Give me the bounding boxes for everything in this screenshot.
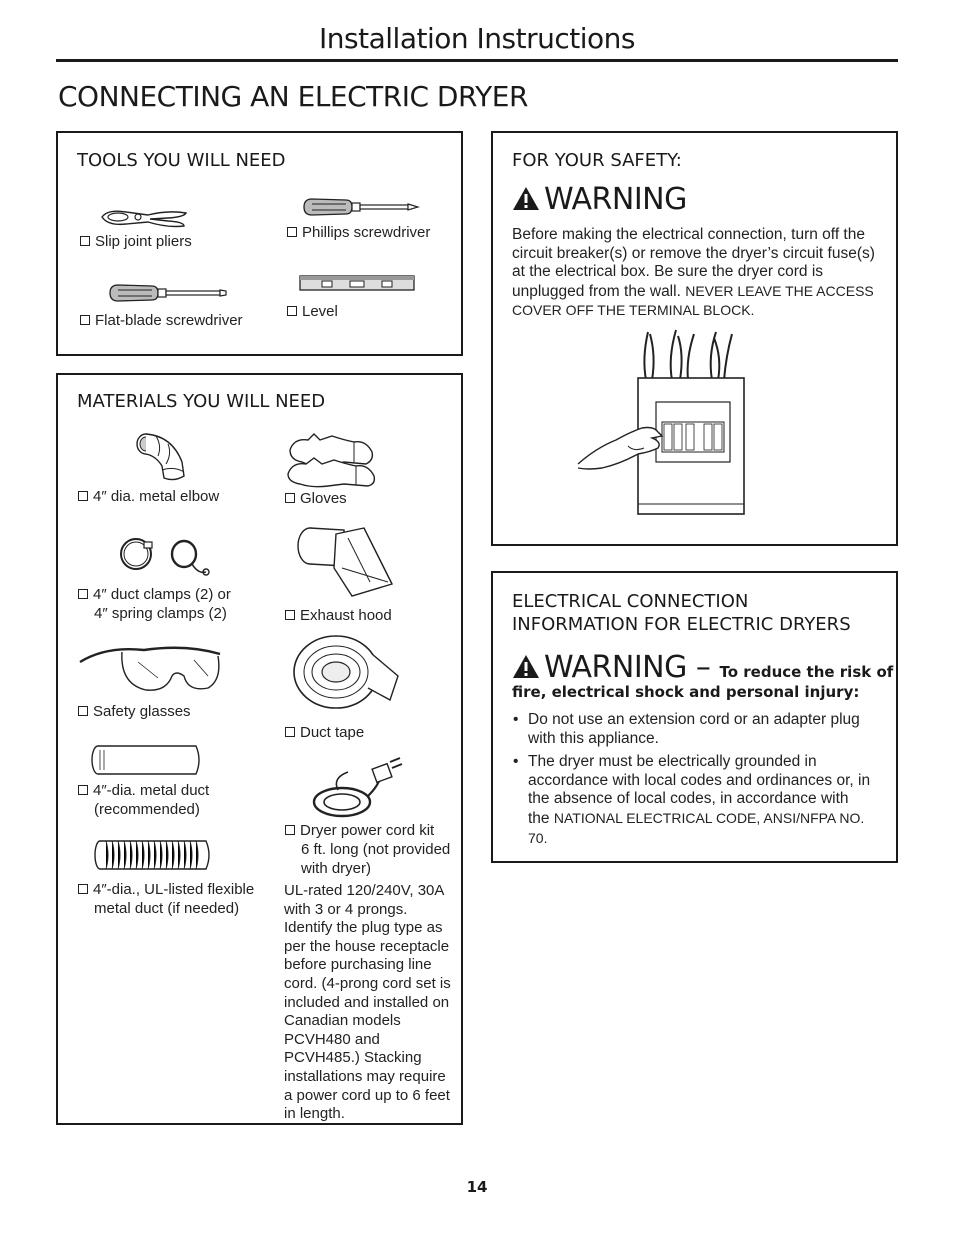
- tools-heading: TOOLS YOU WILL NEED: [77, 150, 286, 171]
- checkbox-icon: [285, 727, 295, 737]
- checkbox-icon: [285, 493, 295, 503]
- checkbox-icon: [78, 706, 88, 716]
- clamps-caption: 4″ duct clamps (2) or 4″ spring clamps (2): [78, 585, 231, 623]
- tape-caption: Duct tape: [285, 723, 364, 742]
- safety-text: Before making the electrical connection, turn off the circuit breaker(s) or remove the dryer’s circuit fuse(s) at the electrical box. Be sure the dryer cord is unplugged from the wall. NEVER LEAVE THE ACCESS COVER OFF THE TERMINAL BLOCK.: [512, 226, 875, 319]
- duct-tape-illustration: [290, 632, 404, 712]
- elbow-caption: 4″ dia. metal elbow: [78, 487, 219, 506]
- power-cord-illustration: [308, 756, 406, 820]
- phillips-caption: Phillips screwdriver: [287, 223, 430, 242]
- level-caption: Level: [287, 302, 338, 321]
- cord-caption: Dryer power cord kit 6 ft. long (not provided with dryer): [285, 821, 450, 878]
- list-item: • Do not use an extension cord or an adapter plug with this appliance.: [512, 711, 874, 748]
- electrical-bullets: [512, 711, 874, 853]
- gloves-illustration: [284, 430, 378, 488]
- cord-note: UL-rated 120/240V, 30A with 3 or 4 prongs. Identify the plug type as per the house receptacle before purchasing line cord. (4-prong cord set is included and installed on Canadian models PCVH480 and PCVH485.) Stacking installations may require a power cord up to 6 feet in length.: [284, 882, 451, 1123]
- breaker-box-illustration: [576, 328, 756, 518]
- list-item: • The dryer must be electrically grounded in accordance with local codes and ordinances or, in the absence of local codes, in accordance with the NATIONAL ELECTRICAL CODE, ANSI/NFPA NO. 70.: [512, 753, 874, 848]
- flat-blade-screwdriver-illustration: [108, 281, 228, 305]
- level-illustration: [298, 272, 416, 294]
- flex-duct-caption: 4″-dia., UL-listed flexible metal duct (if needed): [78, 880, 254, 918]
- metal-elbow-illustration: [132, 432, 188, 484]
- materials-heading: MATERIALS YOU WILL NEED: [77, 391, 326, 412]
- warning-triangle-icon: [512, 186, 540, 211]
- electrical-heading: ELECTRICAL CONNECTION INFORMATION FOR ELECTRIC DRYERS: [512, 591, 851, 635]
- header-rule: [56, 59, 898, 62]
- checkbox-icon: [78, 491, 88, 501]
- phillips-screwdriver-illustration: [302, 196, 420, 218]
- safety-heading: FOR YOUR SAFETY:: [512, 150, 682, 171]
- flexible-duct-illustration: [92, 838, 214, 872]
- checkbox-icon: [80, 315, 90, 325]
- safety-warning-title: WARNING: [512, 182, 687, 217]
- checkbox-icon: [78, 589, 88, 599]
- electrical-warning-title: WARNING – To reduce the risk of: [512, 650, 893, 685]
- checkbox-icon: [78, 884, 88, 894]
- duct-clamps-illustration: [114, 534, 214, 580]
- pliers-caption: Slip joint pliers: [80, 232, 192, 251]
- page-title: CONNECTING AN ELECTRIC DRYER: [58, 80, 528, 113]
- metal-duct-illustration: [88, 744, 206, 776]
- pliers-illustration: [98, 204, 190, 230]
- hood-caption: Exhaust hood: [285, 606, 392, 625]
- checkbox-icon: [78, 785, 88, 795]
- checkbox-icon: [287, 227, 297, 237]
- glasses-caption: Safety glasses: [78, 702, 191, 721]
- safety-glasses-illustration: [76, 640, 224, 694]
- header-title: Installation Instructions: [319, 22, 635, 55]
- checkbox-icon: [285, 610, 295, 620]
- warning-triangle-icon: [512, 654, 540, 679]
- gloves-caption: Gloves: [285, 489, 347, 508]
- metal-duct-caption: 4″-dia. metal duct (recommended): [78, 781, 209, 819]
- flat-blade-caption: Flat-blade screwdriver: [80, 311, 243, 330]
- electrical-warning-sub: fire, electrical shock and personal injury:: [512, 683, 860, 701]
- exhaust-hood-illustration: [292, 524, 398, 600]
- page-number: 14: [466, 1178, 488, 1196]
- checkbox-icon: [285, 825, 295, 835]
- checkbox-icon: [287, 306, 297, 316]
- checkbox-icon: [80, 236, 90, 246]
